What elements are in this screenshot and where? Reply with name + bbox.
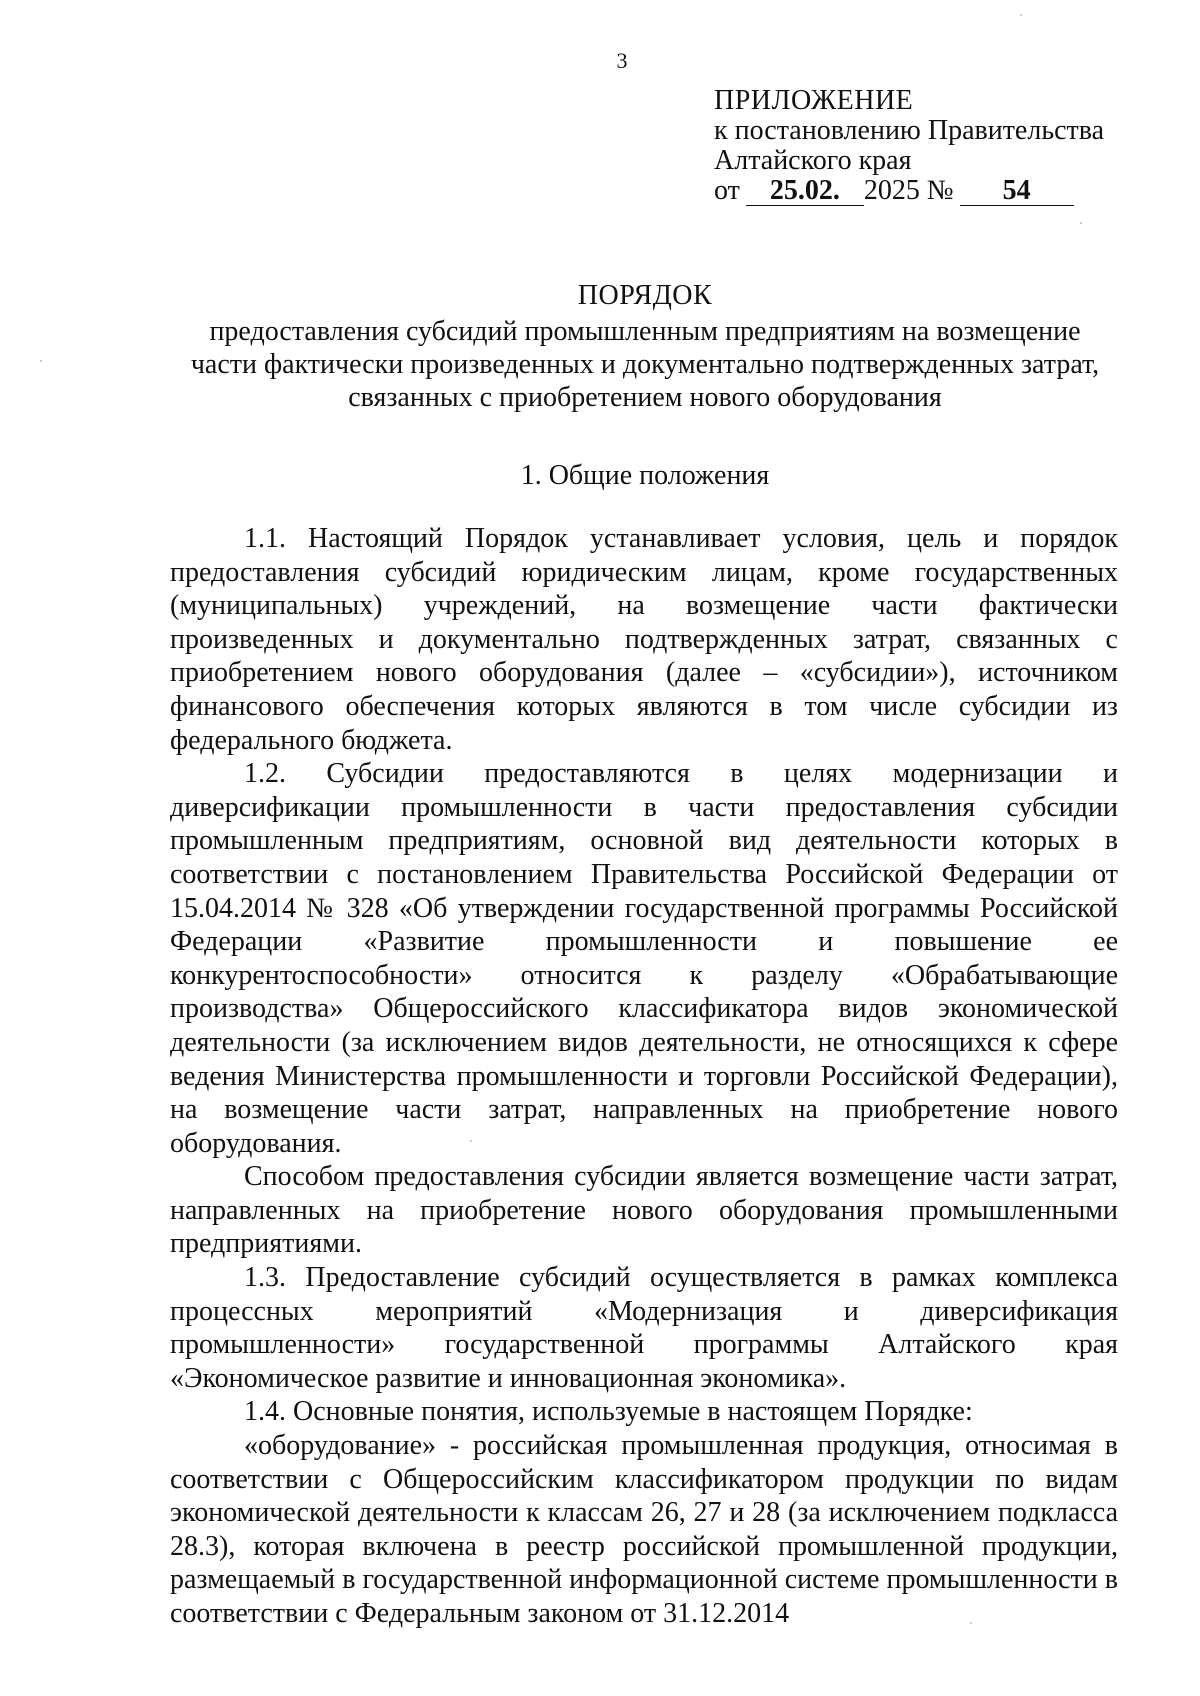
paragraph-1-1: 1.1. Настоящий Порядок устанавливает условия, цель и порядок предоставления субсидий юридическим лицам, кроме государственных (муниципальных) учреждений, на возмещение части фактически произведенных и документально подтвержденных затрат, связанных с приобретением нового оборудования (далее – «субсидии»), источником финансового обеспечения которых являются в том числе субсидии из федерального бюджета. [170,523,1118,756]
document-title: ПОРЯДОК [577,280,713,311]
appendix-line-1: к постановлению Правительства [714,115,1105,146]
section-heading: 1. Общие положения [520,460,770,491]
document-subtitle-line-1: предоставления субсидий промышленным предприятиям на возмещение [209,316,1081,347]
appendix-block [714,86,1104,206]
page-number: 3 [616,48,628,73]
document-subtitle-line-3: связанных с приобретением нового оборудования [348,382,942,413]
body-text [170,522,1118,1631]
document-subtitle-line-2: части фактически произведенных и документально подтвержденных затрат, [190,349,1100,380]
decree-number: 54 [960,177,1074,206]
from-label: от [714,175,740,206]
paragraph-1-3: 1.3. Предоставление субсидий осуществляется в рамках комплекса процессных мероприятий «Модернизация и диверсификация промышленности» государственной программы Алтайского края «Экономическое развитие и инновационная экономика». [170,1262,1118,1394]
paragraph-definition-equipment: «оборудование» - российская промышленная продукция, относимая в соответствии с Общероссийским классификатором продукции по видам экономической деятельности к классам 26, 27 и 28 (за исключением подкласса 28.3), которая включена в реестр российской промышленной продукции, размещаемый в государственной информационной системе промышленности в соответствии с Федеральным законом от 31.12.2014 [170,1430,1118,1629]
paragraph-method: Способом предоставления субсидии является возмещение части затрат, направленных на приобретение нового оборудования промышленными предприятиями. [170,1161,1118,1260]
document-title-block [170,279,1120,414]
decree-date: 25.02. [746,177,864,206]
appendix-line-2: Алтайского края [714,145,912,176]
appendix-title: ПРИЛОЖЕНИЕ [714,85,914,116]
appendix-date-line [714,176,1104,206]
decree-year: 2025 № [863,175,954,206]
paragraph-1-2: 1.2. Субсидии предоставляются в целях модернизации и диверсификации промышленности в части предоставления субсидии промышленным предприятиям, основной вид деятельности которых в соответствии с постановлением Правительства Российской Федерации от 15.04.2014 № 328 «Об утверждении государственной программы Российской Федерации «Развитие промышленности и повышение ее конкурентоспособности» относится к разделу «Обрабатывающие производства» Общероссийского классификатора видов экономической деятельности (за исключением видов деятельности, не относящихся к сфере ведения Министерства промышленности и торговли Российской Федерации), на возмещение части затрат, направленных на приобретение нового оборудования. [170,758,1118,1159]
paragraph-1-4: 1.4. Основные понятия, используемые в настоящем Порядке: [244,1396,973,1428]
